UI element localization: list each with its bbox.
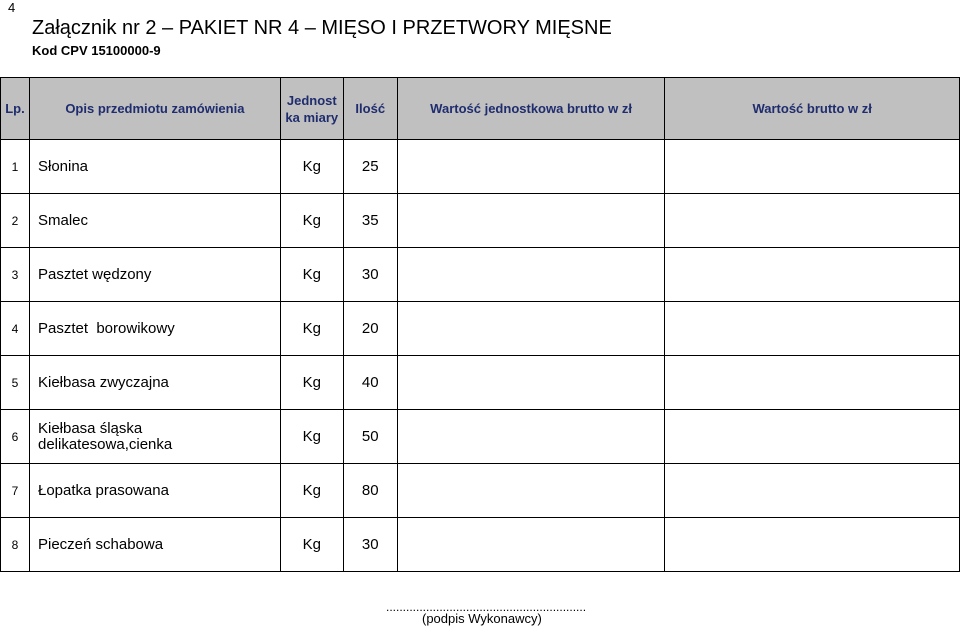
row-unit: Kg	[280, 194, 343, 248]
row-total-value-cell[interactable]	[665, 356, 960, 410]
row-lp: 7	[1, 464, 30, 518]
row-name: Kiełbasa śląska	[37, 419, 143, 437]
row-quantity: 30	[343, 518, 397, 572]
row-lp: 5	[1, 356, 30, 410]
row-name: Łopatka prasowana	[37, 481, 169, 499]
table-row	[1, 302, 960, 356]
header-total-value: Wartość brutto w zł	[665, 78, 960, 140]
table-row	[1, 248, 960, 302]
header-unit-line1: Jednost	[286, 92, 337, 108]
row-description	[29, 518, 280, 572]
row-lp: 6	[1, 410, 30, 464]
row-description	[29, 194, 280, 248]
row-name: Kiełbasa zwyczajna	[37, 373, 169, 391]
row-description	[29, 464, 280, 518]
row-lp: 2	[1, 194, 30, 248]
row-total-value-cell[interactable]	[665, 464, 960, 518]
row-lp: 3	[1, 248, 30, 302]
row-lp: 8	[1, 518, 30, 572]
row-total-value-cell[interactable]	[665, 194, 960, 248]
row-unit: Kg	[280, 302, 343, 356]
row-description	[29, 302, 280, 356]
table-row	[1, 410, 960, 464]
signature-label: (podpis Wykonawcy)	[422, 611, 542, 626]
row-quantity: 20	[343, 302, 397, 356]
row-quantity: 40	[343, 356, 397, 410]
row-unit-value-cell[interactable]	[397, 194, 665, 248]
row-description	[29, 140, 280, 194]
row-name: Pasztet wędzony	[37, 265, 152, 283]
row-unit: Kg	[280, 140, 343, 194]
row-name: Smalec	[37, 211, 89, 229]
row-quantity: 30	[343, 248, 397, 302]
row-total-value-cell[interactable]	[665, 248, 960, 302]
row-description	[29, 356, 280, 410]
row-quantity: 80	[343, 464, 397, 518]
table-row	[1, 464, 960, 518]
row-unit-value-cell[interactable]	[397, 356, 665, 410]
header-unit-value: Wartość jednostkowa brutto w zł	[397, 78, 665, 140]
row-description	[29, 248, 280, 302]
row-unit-value-cell[interactable]	[397, 464, 665, 518]
row-unit: Kg	[280, 464, 343, 518]
row-unit-value-cell[interactable]	[397, 140, 665, 194]
row-name-line2: delikatesowa,cienka	[37, 435, 173, 453]
row-name: Pasztet borowikowy	[37, 319, 175, 337]
row-total-value-cell[interactable]	[665, 410, 960, 464]
row-unit: Kg	[280, 356, 343, 410]
row-unit: Kg	[280, 518, 343, 572]
row-lp: 4	[1, 302, 30, 356]
row-description	[29, 410, 280, 464]
table-row	[1, 518, 960, 572]
row-unit: Kg	[280, 410, 343, 464]
row-quantity: 35	[343, 194, 397, 248]
table-row	[1, 194, 960, 248]
page-number: 4	[8, 0, 16, 15]
row-unit-value-cell[interactable]	[397, 518, 665, 572]
row-name: Pieczeń schabowa	[37, 535, 164, 553]
header-unit	[280, 78, 343, 140]
price-table	[0, 77, 960, 572]
row-quantity: 50	[343, 410, 397, 464]
row-total-value-cell[interactable]	[665, 140, 960, 194]
row-unit-value-cell[interactable]	[397, 410, 665, 464]
table-header-row	[1, 78, 960, 140]
header-lp: Lp.	[1, 78, 30, 140]
header-unit-line2: ka miary	[285, 109, 339, 125]
row-unit-value-cell[interactable]	[397, 302, 665, 356]
signature-line: ............................................................	[386, 600, 587, 614]
table-row	[1, 356, 960, 410]
row-quantity: 25	[343, 140, 397, 194]
document-title: Załącznik nr 2 – PAKIET NR 4 – MIĘSO I PRZETWORY MIĘSNE	[32, 17, 612, 39]
table-row	[1, 140, 960, 194]
cpv-code: Kod CPV 15100000-9	[32, 43, 161, 58]
row-unit: Kg	[280, 248, 343, 302]
header-description: Opis przedmiotu zamówienia	[29, 78, 280, 140]
header-quantity: Ilość	[343, 78, 397, 140]
row-name: Słonina	[37, 157, 89, 175]
row-lp: 1	[1, 140, 30, 194]
row-total-value-cell[interactable]	[665, 518, 960, 572]
row-unit-value-cell[interactable]	[397, 248, 665, 302]
row-total-value-cell[interactable]	[665, 302, 960, 356]
